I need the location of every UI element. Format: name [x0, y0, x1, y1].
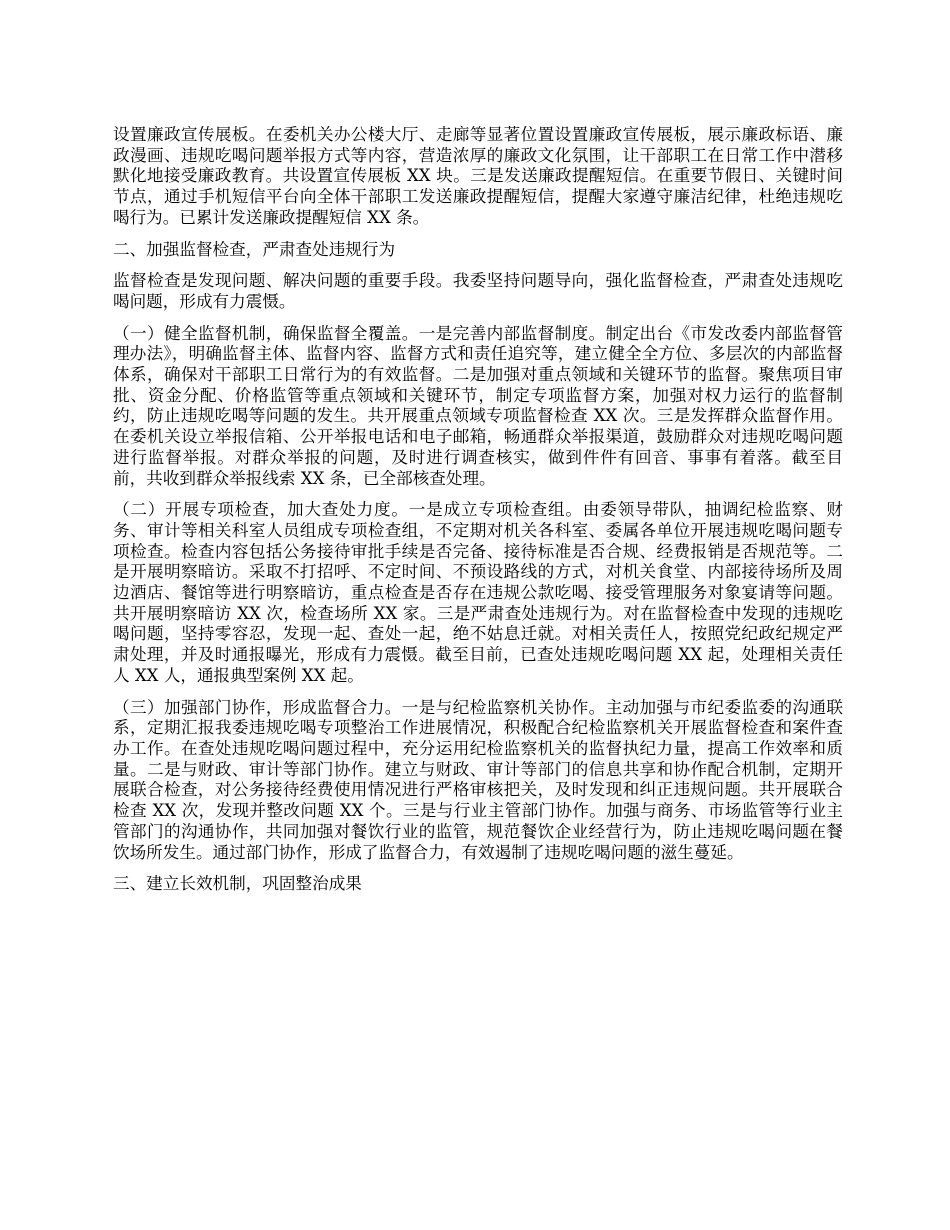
section-heading-supervision: 二、加强监督检查，严肃查处违规行为	[113, 239, 396, 259]
paragraph-propaganda-boards: 设置廉政宣传展板。在委机关办公楼大厅、走廊等显著位置设置廉政宣传展板，展示廉政标语、廉政漫画、违规吃喝问题举报方式等内容，营造浓厚的廉政文化氛围，让干部职工在日常工作中潜移默化地接受廉政教育。共设置宣传展板 XX 块。三是发送廉政提醒短信。在重要节假日、关键时间节点，通过手机短信平台向全体干部职工发送廉政提醒短信，提醒大家遵守廉洁纪律，杜绝违规吃喝行为。已累计发送廉政提醒短信 XX 条。	[113, 125, 843, 227]
section-heading-long-term-mechanism: 三、建立长效机制，巩固整治成果	[113, 874, 362, 894]
paragraph-department-cooperation: （三）加强部门协作，形成监督合力。一是与纪检监察机关协作。主动加强与市纪委监委的沟通联系，定期汇报我委违规吃喝专项整治工作进展情况，积极配合纪检监察机关开展监督检查和案件查办工作。在查处违规吃喝问题过程中，充分运用纪检监察机关的监督执纪力量，提高工作效率和质量。二是与财政、审计等部门协作。建立与财政、审计等部门的信息共享和协作配合机制，定期开展联合检查，对公务接待经费使用情况进行严格审核把关，及时发现和纠正违规问题。共开展联合检查 XX 次，发现并整改问题 XX 个。三是与行业主管部门协作。加强与商务、市场监管等行业主管部门的沟通协作，共同加强对餐饮行业的监管，规范餐饮企业经营行为，防止违规吃喝问题在餐饮场所发生。通过部门协作，形成了监督合力，有效遏制了违规吃喝问题的滋生蔓延。	[113, 697, 843, 862]
paragraph-supervision-mechanism: （一）健全监督机制，确保监督全覆盖。一是完善内部监督制度。制定出台《市发改委内部监督管理办法》，明确监督主体、监督内容、监督方式和责任追究等，建立健全全方位、多层次的内部监督体系，确保对干部职工日常行为的有效监督。二是加强对重点领域和关键环节的监督。聚焦项目审批、资金分配、价格监管等重点领域和关键环节，制定专项监督方案，加强对权力运行的监督制约，防止违规吃喝等问题的发生。共开展重点领域专项监督检查 XX 次。三是发挥群众监督作用。在委机关设立举报信箱、公开举报电话和电子邮箱，畅通群众举报渠道，鼓励群众对违规吃喝问题进行监督举报。对群众举报的问题，及时进行调查核实，做到件件有回音、事事有着落。截至目前，共收到群众举报线索 XX 条，已全部核查处理。	[113, 323, 843, 488]
document-page	[113, 125, 843, 906]
paragraph-special-inspection: （二）开展专项检查，加大查处力度。一是成立专项检查组。由委领导带队，抽调纪检监察、财务、审计等相关科室人员组成专项检查组，不定期对机关各科室、委属各单位开展违规吃喝问题专项检查。检查内容包括公务接待审批手续是否完备、接待标准是否合规、经费报销是否规范等。二是开展明察暗访。采取不打招呼、不定时间、不预设路线的方式，对机关食堂、内部接待场所及周边酒店、餐馆等进行明察暗访，重点检查是否存在违规公款吃喝、接受管理服务对象宴请等问题。共开展明察暗访 XX 次，检查场所 XX 家。三是严肃查处违规行为。对在监督检查中发现的违规吃喝问题，坚持零容忍，发现一起、查处一起，绝不姑息迁就。对相关责任人，按照党纪政纪规定严肃处理，并及时通报曝光，形成有力震慑。截至目前，已查处违规吃喝问题 XX 起，处理相关责任人 XX 人，通报典型案例 XX 起。	[113, 500, 843, 685]
paragraph-supervision-intro: 监督检查是发现问题、解决问题的重要手段。我委坚持问题导向，强化监督检查，严肃查处违规吃喝问题，形成有力震慑。	[113, 271, 843, 311]
